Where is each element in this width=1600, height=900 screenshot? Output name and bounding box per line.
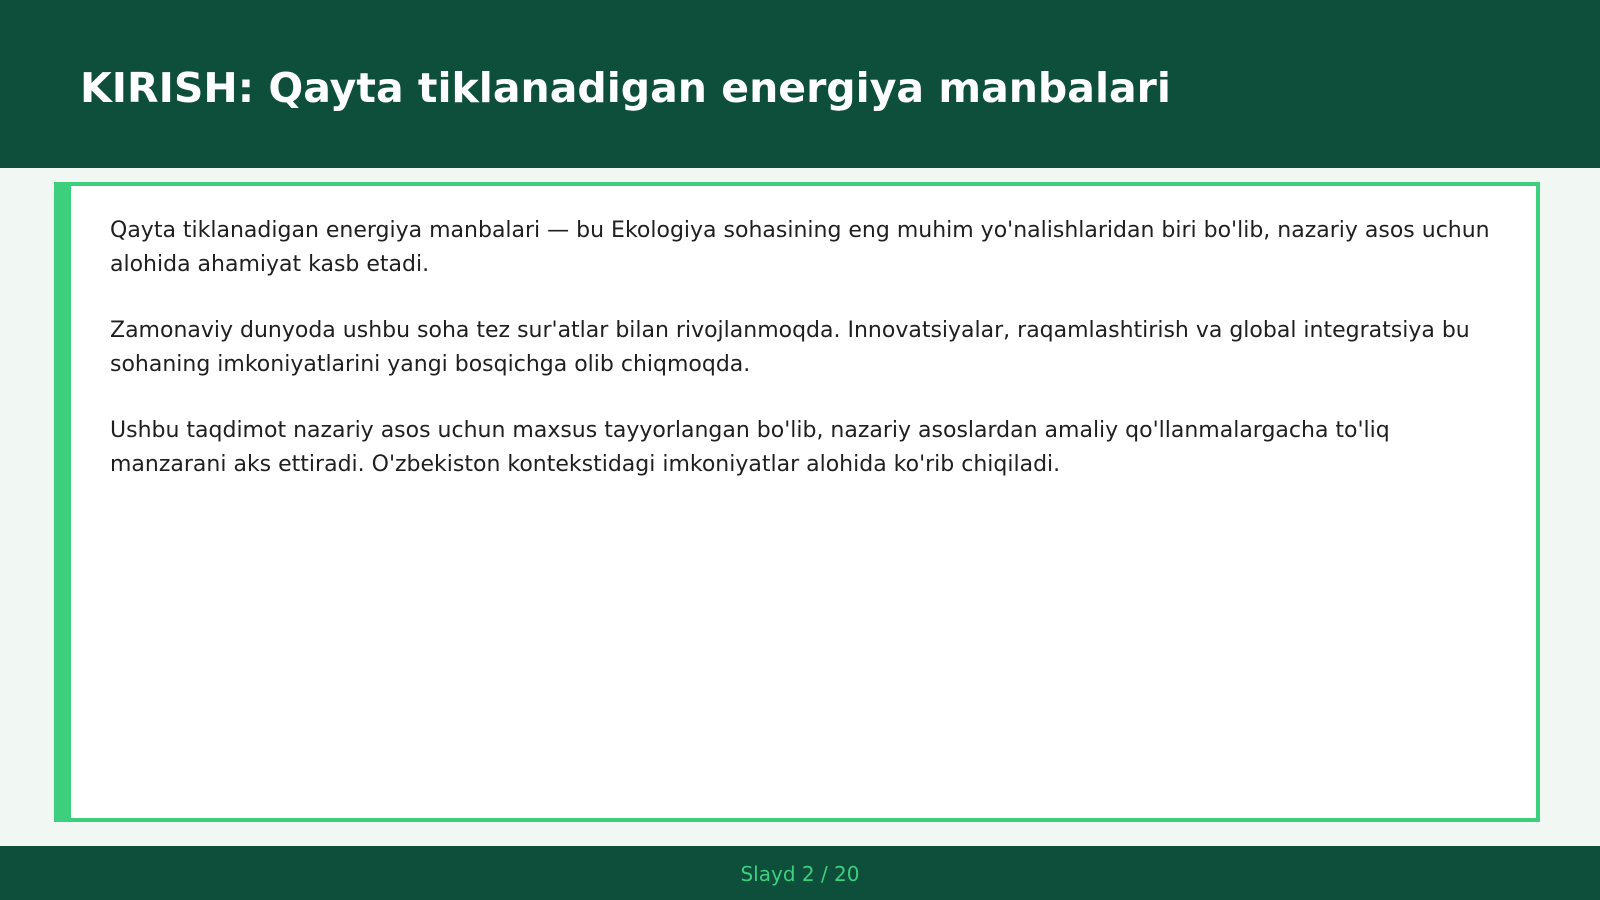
slide-header: [0, 0, 1600, 168]
modern-world-paragraph: Zamonaviy dunyoda ushbu soha tez sur'atlar bilan rivojlanmoqda. Innovatsiyalar, raqamlashtirish va global integratsiya bu sohaning imkoniyatlarini yangi bosqichga olib chiqmoqda.: [110, 318, 1470, 377]
slide-counter: Slayd 2 / 20: [740, 862, 860, 886]
content-panel: [54, 182, 1540, 822]
presentation-purpose-paragraph: Ushbu taqdimot nazariy asos uchun maxsus tayyorlangan bo'lib, nazariy asoslardan amaliy qo'llanmalargacha to'liq manzarani aks ettiradi. O'zbekiston kontekstidagi imkoniyatlar alohida ko'rib chiqiladi.: [110, 418, 1390, 477]
slide-footer: [0, 846, 1600, 900]
slide-title: KIRISH: Qayta tiklanadigan energiya manbalari: [80, 64, 1171, 112]
intro-paragraph: Qayta tiklanadigan energiya manbalari — bu Ekologiya sohasining eng muhim yo'nalishlaridan biri bo'lib, nazariy asos uchun alohida ahamiyat kasb etadi.: [110, 218, 1490, 277]
